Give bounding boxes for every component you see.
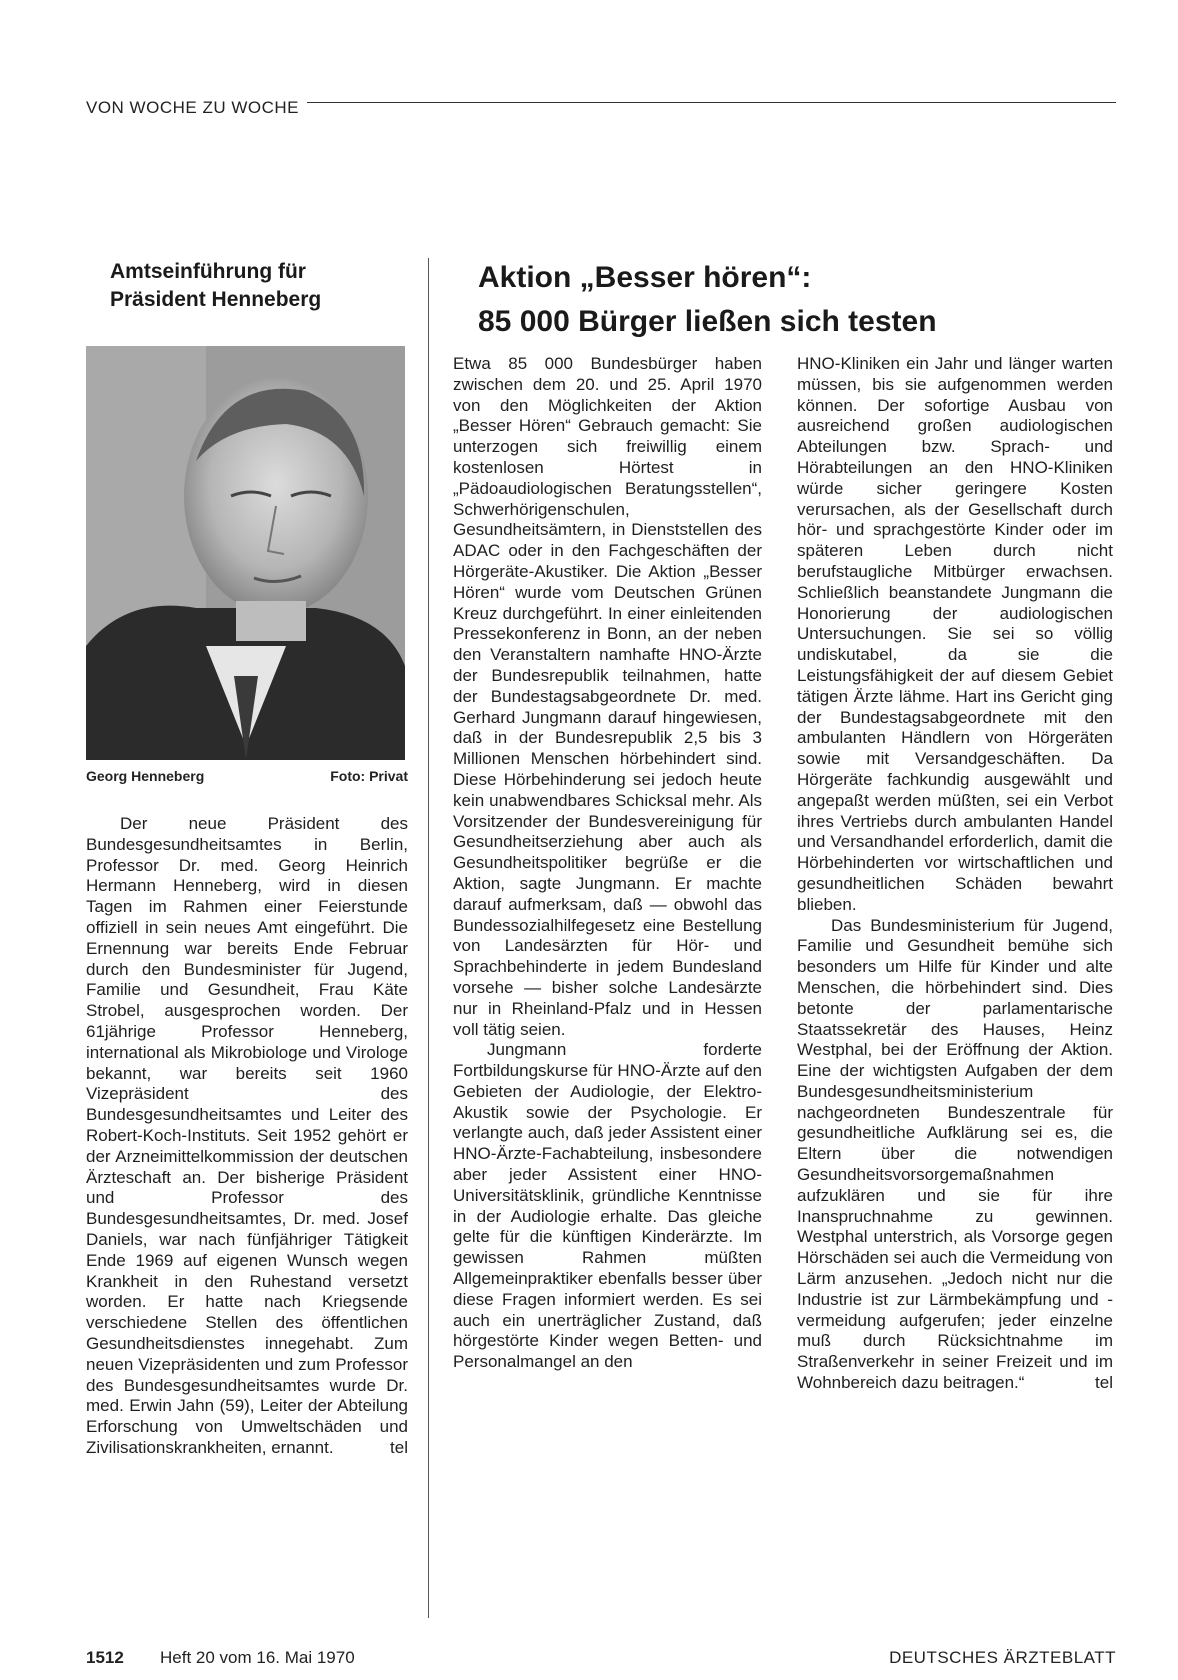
- header-rule: [307, 102, 1116, 103]
- journal-name: DEUTSCHES ÄRZTEBLATT: [889, 1648, 1116, 1667]
- main-article-column-1: [453, 354, 762, 1373]
- main-signature: tel: [1095, 1373, 1113, 1393]
- left-signature: tel: [390, 1437, 408, 1457]
- page-number: 1512: [86, 1648, 124, 1667]
- column-divider: [428, 258, 429, 1618]
- section-label: VON WOCHE ZU WOCHE: [86, 98, 299, 117]
- main-col2-paragraph-2-text: Das Bundesministerium für Jugend, Familie und Gesundheit bemühe sich besonders um Hilfe für Kinder und alte Menschen, die hörbehindert sind. Dies betonte der parlamentarische Staatssekretär des Hauses, Heinz Westphal, bei der Eröffnung der Aktion. Eine der wichtigsten Aufgaben der dem Bundesgesundheitsministerium nachgeordneten Bundeszentrale für gesundheitliche Aufklärung sei es, die Eltern über die notwendigen Gesundheitsvorsorgemaßnahmen aufzuklären und sie für ihre Inanspruchnahme zu gewinnen. Westphal unterstrich, als Vorsorge gegen Hörschäden sei auch die Vermeidung von Lärm anzusehen. „Jedoch nicht nur die Industrie ist zur Lärmbekämpfung und -vermeidung aufgerufen; jeder einzelne muß durch Rücksichtnahme im Straßenverkehr in seiner Freizeit und im Wohnbereich dazu beitragen.“: [797, 915, 1113, 1393]
- main-col2-paragraph-2: [797, 916, 1113, 1394]
- portrait-illustration: [86, 346, 405, 760]
- portrait-photo: [86, 346, 405, 760]
- left-body-text: Der neue Präsident des Bundesgesundheitsamtes in Berlin, Professor Dr. med. Georg Heinrich Hermann Henneberg, wird in diesen Tagen im Rahmen einer Feierstunde offiziell in sein neues Amt eingeführt. Die Ernennung war bereits Ende Februar durch den Bundesminister für Jugend, Familie und Gesundheit, Frau Käte Strobel, ausgesprochen worden. Der 61jährige Professor Henneberg, international als Mikrobiologe und Virologe bekannt, war bereits seit 1960 Vizepräsident des Bundesgesundheitsamtes und Leiter des Robert-Koch-Instituts. Seit 1952 gehört er der Arzneimittelkommission der deutschen Ärzteschaft an. Der bisherige Präsident und Professor des Bundesgesundheitsamtes, Dr. med. Josef Daniels, war nach fünfjähriger Tätigkeit Ende 1969 auf eigenen Wunsch wegen Krankheit in den Ruhestand versetzt worden. Er hatte nach Kriegsende verschiedene Stellen des öffentlichen Gesundheitsdienstes innegehabt. Zum neuen Vizepräsidenten und zum Professor des Bundesgesundheitsamtes wurde Dr. med. Erwin Jahn (59), Leiter der Abteilung Erforschung von Umweltschäden und Zivilisationskrankheiten, ernannt.: [86, 814, 408, 1457]
- left-article-body: [86, 814, 408, 1459]
- section-header: [86, 96, 1116, 120]
- caption-credit: Foto: Privat: [330, 768, 408, 784]
- photo-caption: [86, 768, 408, 784]
- issue-info: Heft 20 vom 16. Mai 1970: [160, 1648, 355, 1667]
- caption-name: Georg Henneberg: [86, 768, 205, 784]
- main-headline-line2: 85 000 Bürger ließen sich testen: [478, 305, 937, 338]
- main-article-column-2: [797, 354, 1113, 1394]
- left-article: [86, 258, 408, 1459]
- main-col1-paragraph-1: Etwa 85 000 Bundesbürger haben zwischen dem 20. und 25. April 1970 von den Möglichkeiten der Aktion „Besser Hören“ Gebrauch gemacht: Sie unterzogen sich freiwillig einem kostenlosen Hörtest in „Pädoaudiologischen Beratungsstellen“, Schwerhörigenschulen, Gesundheitsämtern, in Dienststellen des ADAC oder in den Fachgeschäften der Hörgeräte-Akustiker. Die Aktion „Besser Hören“ wurde vom Deutschen Grünen Kreuz durchgeführt. In einer einleitenden Pressekonferenz in Bonn, an der neben den Veranstaltern namhafte HNO-Ärzte der Bundesrepublik teilnahmen, hatte der Bundestagsabgeordnete Dr. med. Gerhard Jungmann darauf hingewiesen, daß in der Bundesrepublik 2,5 bis 3 Millionen Menschen hörbehindert sind. Diese Hörbehinderung sei jedoch heute kein unabwendbares Schicksal mehr. Als Vorsitzender der Bundesvereinigung für Gesundheitserziehung aber auch als Gesundheitspolitiker begrüße er die Aktion, sagte Jungmann. Er machte darauf aufmerksam, daß — obwohl das Bundessozialhilfegesetz eine Bestellung von Landesärzten für Hör- und Sprachbehinderte in jedem Bundesland vorsehe — bisher solche Landesärzte nur in Rheinland-Pfalz und in Hessen voll tätig seien.: [453, 354, 762, 1039]
- main-article-headline: [478, 256, 1098, 344]
- left-headline-line1: Amtseinführung für: [110, 260, 306, 283]
- left-headline-line2: Präsident Henneberg: [110, 288, 322, 311]
- main-headline-line1: Aktion „Besser hören“:: [478, 261, 812, 294]
- main-col1-paragraph-2: Jungmann forderte Fortbildungskurse für HNO-Ärzte auf den Gebieten der Audiologie, der Elektro-Akustik sowie der Psychologie. Er verlangte auch, daß jeder Assistent einer HNO-Ärzte-Fachabteilung, insbesondere aber jeder Assistent einer HNO-Universitätsklinik, gründliche Kenntnisse in der Audiologie erhalte. Das gleiche gelte für die künftigen Kinderärzte. Im gewissen Rahmen müßten Allgemeinpraktiker ebenfalls besser über diese Fragen informiert werden. Es sei auch ein unerträglicher Zustand, daß hörgestörte Kinder wegen Betten- und Personalmangel an den: [453, 1040, 762, 1372]
- page-footer: [86, 1648, 1116, 1670]
- left-article-headline: [86, 258, 408, 314]
- main-col2-paragraph-1: HNO-Kliniken ein Jahr und länger warten müssen, bis sie aufgenommen werden können. Der sofortige Ausbau von ausreichend großen audiologischen Abteilungen bzw. Sprach- und Hörabteilungen an den HNO-Kliniken würde sicher geringere Kosten verursachen, als der Gesellschaft durch hör- und sprachgestörte Kinder oder im späteren Leben durch nicht berufstaugliche Mitbürger erwachsen. Schließlich beanstandete Jungmann die Honorierung der audiologischen Untersuchungen. Sie sei so völlig undiskutabel, da sie die Leistungsfähigkeit der auf diesem Gebiet tätigen Ärzte lähme. Hart ins Gericht ging der Bundestagsabgeordnete mit den ambulanten Händlern von Hörgeräten sowie mit Versandgeschäften. Da Hörgeräte fachkundig ausgewählt und angepaßt werden müßten, sei ein Verbot ihres Vertriebs durch ambulanten Handel und Versandhandel erforderlich, damit die Hörbehinderten vor wirtschaftlichen und gesundheitlichen Schäden bewahrt blieben.: [797, 354, 1113, 914]
